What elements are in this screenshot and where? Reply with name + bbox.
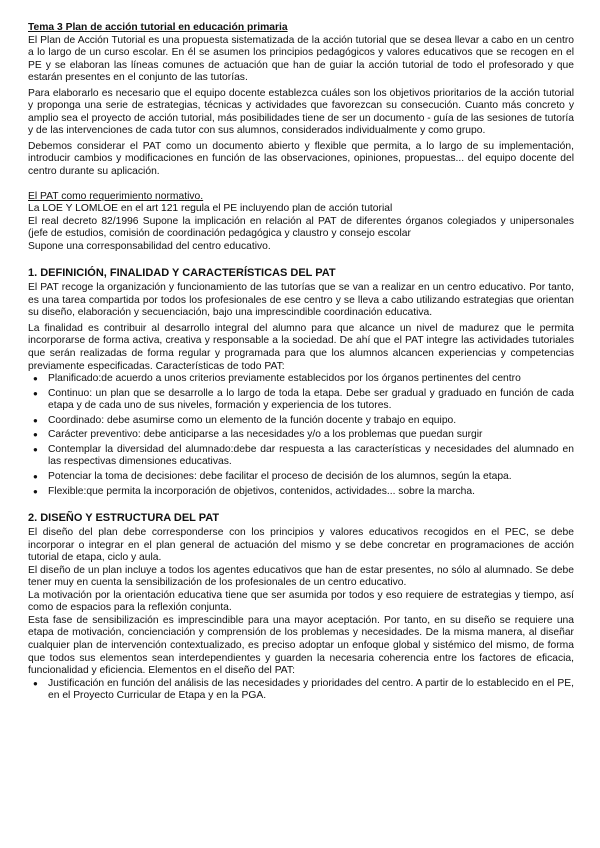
section-1-paragraph-2: La finalidad es contribuir al desarrollo integral del alumno para que alcance un nivel de madurez que le permita incorporarse de forma activa, creativa y responsable a la sociedad. De ahí que el PAT integre las actividades tutoriales que serán realizadas de forma regular y programada para que los alumnos alcancen experiencias y competencias previamente especificadas. Características de todo PAT: — [28, 322, 574, 372]
list-item: ● Justificación en función del análisis de las necesidades y prioridades del centro. A partir de lo establecido en el PE, en el Proyecto Curricular de Etapa y en la PGA. — [48, 678, 574, 703]
list-item: ● Flexible:que permita la incorporación de objetivos, contenidos, actividades... sobre la marcha. — [48, 486, 574, 499]
list-item: ● Contemplar la diversidad del alumnado:debe dar respuesta a las características y necesidades del alumnado en las respectivas dimensiones educativas. — [48, 444, 574, 469]
list-item: ● Potenciar la toma de decisiones: debe facilitar el proceso de decisión de los alumnos, según la etapa. — [48, 471, 574, 484]
list-item: ● Planificado:de acuerdo a unos criterios previamente establecidos por los órganos pertinentes del centro — [48, 373, 574, 386]
intro-paragraph-1: El Plan de Acción Tutorial es una propuesta sistematizada de la acción tutorial que se desea llevar a cabo en un centro a lo largo de un curso escolar. En él se asumen los principios pedagógicos y valores educativos que se recogen en el PE y se elaboran las líneas comunes de actuación que han de guiar la acción tutorial de todo el profesorado y que estarán presentes en el conjunto de las tutorías. — [28, 34, 574, 84]
intro-paragraph-2: Para elaborarlo es necesario que el equipo docente establezca cuáles son los objetivos prioritarios de la acción tutorial y proponga una serie de estrategias, técnicas y actividades que favorezcan su consecución. Cuanto más concreto y amplio sea el proyecto de acción tutorial, más posibilidades tiene de ser un documento - guía de las sesiones de tutoría y de las intervenciones de cada tutor con sus alumnos, considerados individualmente y como grupo. — [28, 87, 574, 137]
intro-paragraph-3: Debemos considerar el PAT como un documento abierto y flexible que permita, a lo largo de su implementación, introducir cambios y modificaciones en función de las observaciones, opiniones, propuestas... del equipo docente del centro durante su aplicación. — [28, 140, 574, 178]
normative-paragraph-2: El real decreto 82/1996 Supone la implicación en relación al PAT de diferentes órganos colegiados y unipersonales (jefe de estudios, comisión de coordinación pedagógica y claustro y consejo escolar — [28, 215, 574, 240]
normative-heading: El PAT como requerimiento normativo. — [28, 190, 204, 202]
section-2-paragraph-2: El diseño de un plan incluye a todos los agentes educativos que han de estar presentes, no sólo al alumnado. Se debe tener muy en cuenta la sensibilización de los profesionales de un centro educativo. — [28, 564, 574, 589]
normative-paragraph-1: La LOE Y LOMLOE en el art 121 regula el PE incluyendo plan de acción tutorial — [28, 203, 393, 215]
design-elements-list — [28, 678, 574, 703]
list-item: ● Continuo: un plan que se desarrolle a lo largo de toda la etapa. Debe ser gradual y graduado en función de cada etapa y de cada uno de sus niveles, formación y experiencia de los tutores. — [48, 388, 574, 413]
characteristics-list — [28, 373, 574, 498]
section-2-paragraph-3: La motivación por la orientación educativa tiene que ser asumida por todos y eso requiere de estrategias y tiempo, así como de espacios para la reflexión conjunta. — [28, 589, 574, 614]
section-1-paragraph-1: El PAT recoge la organización y funcionamiento de las tutorías que se van a realizar en un centro educativo. Por tanto, es una tarea compartida por todos los profesionales de ese centro y se lleva a cabo utilizando estrategias que orientan su diseño, elaboración y secuenciación, bajo una imprescindible coordinación educativa. — [28, 282, 574, 319]
document-title: Tema 3 Plan de acción tutorial en educación primaria — [28, 22, 288, 33]
section-2-paragraph-4: Esta fase de sensibilización es imprescindible para una mayor aceptación. Por tanto, en su diseño se requiere una etapa de motivación, concienciación y comprensión de los problemas y necesidades. De la misma manera, al diseñar cualquier plan de intervención contextualizado, es preciso adoptar un enfoque global y sistémico del mismo, de forma que todos sus elementos sean interdependientes y guarden la necesaria coherencia entre los factores de eficacia, funcionalidad y eficiencia. Elementos en el diseño del PAT: — [28, 614, 574, 677]
section-1-heading: 1. DEFINICIÓN, FINALIDAD Y CARACTERÍSTICAS DEL PAT — [28, 267, 336, 280]
section-2-heading: 2. DISEÑO Y ESTRUCTURA DEL PAT — [28, 512, 220, 525]
normative-paragraph-3: Supone una corresponsabilidad del centro educativo. — [28, 240, 271, 252]
list-item: ● Carácter preventivo: debe anticiparse a las necesidades y/o a los problemas que puedan surgir — [48, 429, 574, 442]
section-2-paragraph-1: El diseño del plan debe corresponderse con los principios y valores educativos recogidos en el PEC, se debe incorporar o integrar en el plan general de actuación del mismo y se debe concretar en programaciones de acción tutorial de etapa, ciclo y aula. — [28, 527, 574, 564]
list-item: ● Coordinado: debe asumirse como un elemento de la función docente y trabajo en equipo. — [48, 415, 574, 428]
